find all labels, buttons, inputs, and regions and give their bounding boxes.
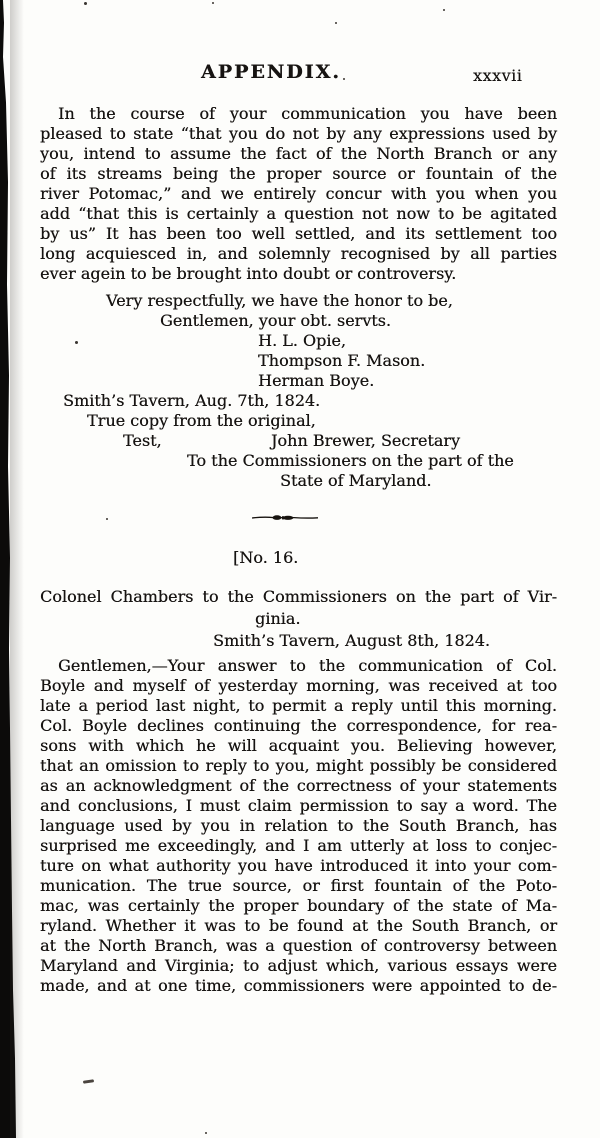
text-line: Gentlemen,—Your answer to the communication of Col. xyxy=(58,656,557,675)
text-line: add “that this is certainly a question not now to be agitated xyxy=(40,204,557,223)
scan-speck xyxy=(343,78,345,80)
text-line: ginia. xyxy=(255,609,301,628)
section-divider-ornament xyxy=(252,513,318,523)
text-line: Colonel Chambers to the Commissioners on the part of Vir- xyxy=(40,587,557,606)
text-line: Herman Boye. xyxy=(258,371,375,390)
text-line: that an omission to reply to you, might possibly be considered xyxy=(40,756,557,775)
text-line: ture on what authority you have introduced it into your com- xyxy=(40,856,557,875)
text-line: language used by you in relation to the South Branch, has xyxy=(40,816,557,835)
text-line: True copy from the original, xyxy=(87,411,316,430)
text-line: Smith’s Tavern, August 8th, 1824. xyxy=(213,631,490,650)
scan-speck xyxy=(335,22,337,24)
scan-speck xyxy=(83,1079,94,1084)
text-line: you, intend to assume the fact of the North Branch or any xyxy=(40,144,557,163)
text-line: surprised me exceedingly, and I am utterly at loss to conjec- xyxy=(40,836,557,855)
text-line: river Potomac,” and we entirely concur with you when you xyxy=(40,184,557,203)
text-line: [No. 16. xyxy=(233,548,299,567)
text-line: ever agein to be brought into doubt or controversy. xyxy=(40,264,457,283)
text-line: Boyle and myself of yesterday morning, was received at too xyxy=(40,676,557,695)
text-line: H. L. Opie, xyxy=(258,331,346,350)
page-number: xxxvii xyxy=(473,66,523,85)
text-line: made, and at one time, commissioners were appointed to de- xyxy=(40,976,557,995)
letter1-closing xyxy=(40,291,557,491)
text-segment: Test, xyxy=(123,431,162,450)
running-head: APPENDIX. xyxy=(201,61,341,83)
text-line: pleased to state “that you do not by any expressions used by xyxy=(40,124,557,143)
text-line: at the North Branch, was a question of controversy between xyxy=(40,936,557,955)
scan-speck xyxy=(75,341,78,344)
letter2-heading xyxy=(40,586,557,652)
text-line: Thompson F. Mason. xyxy=(258,351,426,370)
text-line: In the course of your communication you have been xyxy=(58,104,557,123)
letter2-number xyxy=(40,548,557,568)
text-line: To the Commissioners on the part of the xyxy=(187,451,514,470)
scan-speck xyxy=(84,2,87,5)
letter1-paragraph xyxy=(40,104,557,284)
text-segment: John Brewer, Secretary xyxy=(270,431,460,450)
text-line: and conclusions, I must claim permission to say a word. The xyxy=(40,796,557,815)
text-line: munication. The true source, or first fountain of the Poto- xyxy=(40,876,557,895)
text-line xyxy=(40,431,557,451)
text-line: Col. Boyle declines continuing the correspondence, for rea- xyxy=(40,716,557,735)
scan-speck xyxy=(205,1132,207,1134)
text-line: Very respectfully, we have the honor to be, xyxy=(106,291,453,310)
scan-speck xyxy=(443,9,445,11)
text-line: Gentlemen, your obt. servts. xyxy=(160,311,391,330)
text-line: of its streams being the proper source or fountain of the xyxy=(40,164,557,183)
text-line: sons with which he will acquaint you. Believing however, xyxy=(40,736,557,755)
text-line: late a period last night, to permit a reply until this morning. xyxy=(40,696,557,715)
text-line: ryland. Whether it was to be found at the South Branch, or xyxy=(40,916,557,935)
letter2-paragraph xyxy=(40,656,557,996)
text-line: mac, was certainly the proper boundary of the state of Ma- xyxy=(40,896,557,915)
text-line: Maryland and Virginia; to adjust which, various essays were xyxy=(40,956,557,975)
text-line: Smith’s Tavern, Aug. 7th, 1824. xyxy=(63,391,321,410)
scan-gutter-shadow xyxy=(10,0,24,1138)
text-line: as an acknowledgment of the correctness of your statements xyxy=(40,776,557,795)
text-line: State of Maryland. xyxy=(280,471,432,490)
scan-speck xyxy=(212,2,214,4)
text-line: long acquiesced in, and solemnly recognised by all parties xyxy=(40,244,557,263)
scan-speck xyxy=(106,518,108,520)
text-line: by us” It has been too well settled, and its settlement too xyxy=(40,224,557,243)
